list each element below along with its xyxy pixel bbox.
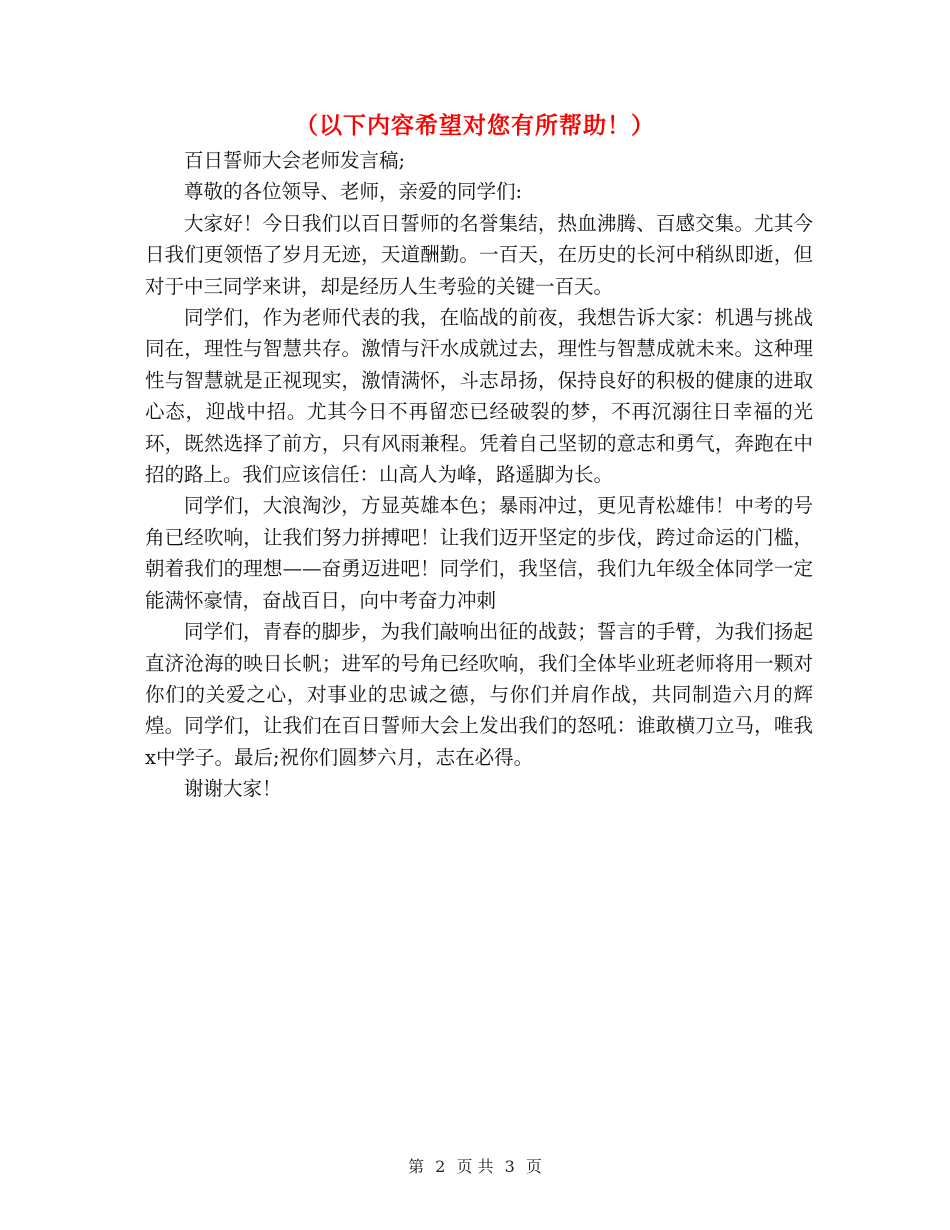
footer-total-pages: 3 <box>504 1157 515 1176</box>
paragraph-opportunity: 同学们，作为老师代表的我，在临战的前夜，我想告诉大家：机遇与挑战同在，理性与智慧共存。激情与汗水成就过去，理性与智慧成就未来。这种理性与智慧就是正视现实，激情满怀，斗志昂扬，保持良好的积极的健康的进取心态，迎战中招。尤其今日不再留恋已经破裂的梦，不再沉溺往日幸福的光环，既然选择了前方，只有风雨兼程。凭着自己坚韧的意志和勇气，奔跑在中招的路上。我们应该信任：山高人为峰，路遥脚为长。 <box>145 306 813 487</box>
closing-thanks: 谢谢大家！ <box>184 777 282 801</box>
footer-prefix: 第 <box>408 1157 425 1176</box>
footer-page-number: 2 <box>435 1157 446 1176</box>
document-body <box>145 145 813 805</box>
salutation: 尊敬的各位领导、老师，亲爱的同学们: <box>184 180 523 204</box>
paragraph-oath: 同学们，青春的脚步，为我们敲响出征的战鼓；誓言的手臂，为我们扬起直济沧海的映日长帆；进军的号角已经吹响，我们全体毕业班老师将用一颗对你们的关爱之心，对事业的忠诚之德，与你们并肩作战，共同制造六月的辉煌。同学们，让我们在百日誓师大会上发出我们的怒吼：谁敢横刀立马，唯我x中学子。最后;祝你们圆梦六月，志在必得。 <box>145 620 813 769</box>
page-footer <box>0 1154 950 1177</box>
footer-middle: 页 共 <box>456 1157 494 1176</box>
paragraph-encourage: 同学们，大浪淘沙，方显英雄本色；暴雨冲过，更见青松雄伟！中考的号角已经吹响，让我们努力拼搏吧！让我们迈开坚定的步伐，跨过命运的门槛，朝着我们的理想——奋勇迈进吧！同学们，我坚信，我们九年级全体同学一定能满怀豪情，奋战百日，向中考奋力冲刺 <box>145 494 813 612</box>
document-title: 百日誓师大会老师发言稿; <box>184 149 406 172</box>
footer-suffix: 页 <box>525 1157 542 1176</box>
paragraph-greeting: 大家好！今日我们以百日誓师的名誉集结，热血沸腾、百感交集。尤其今日我们更领悟了岁月无迹，天道酬勤。一百天，在历史的长河中稍纵即逝，但对于中三同学来讲，却是经历人生考验的关键一百天。 <box>145 211 813 298</box>
header-note: （以下内容希望对您有所帮助！） <box>295 113 655 139</box>
